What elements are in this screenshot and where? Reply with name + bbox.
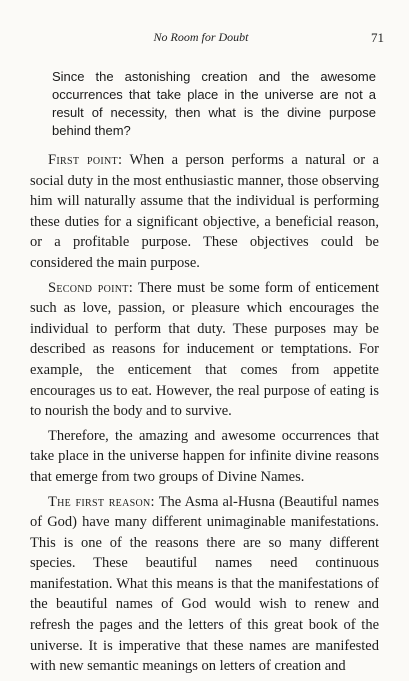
paragraph-therefore	[30, 426, 379, 488]
paragraph-text: The Asma al-Husna (Beautiful names of God) have many different unimaginable manifestations. This is one of the reasons there are so many different species. These beautiful names need continuous manifestation. What this means is that the manifestations of the beautiful names of God would wish to renew and refresh the pages and the letters of this great book of the universe. It is imperative that these names are manifested with new semantic meanings on letters of creation and	[30, 493, 379, 675]
paragraph-lead: Second point:	[48, 279, 134, 296]
paragraph-text: There must be some form of enticement such as love, passion, or pleasure which encourages the individual to perform that duty. These purposes may be described as reasons for inducement or temptations. For example, the enticement that comes from appetite encourages us to eat. However, the real purpose of eating is to nourish the body and to survive.	[30, 279, 379, 420]
paragraph-first-point	[30, 150, 379, 274]
paragraph-text: When a person performs a natural or a social duty in the most enthusiastic manner, those observing him will naturally assume that the individual is performing these duties for a significant objective, a beneficial reason, or a profitable purpose. These objectives could be considered the main purpose.	[30, 152, 379, 271]
paragraph-lead: First point:	[48, 152, 123, 168]
paragraph-second-point	[30, 278, 379, 422]
body-text	[30, 150, 379, 681]
paragraph-first-reason	[30, 492, 379, 677]
paragraph-lead: The first reason:	[48, 493, 155, 510]
question-box: Since the astonishing creation and the awesome occurrences that take place in the universe are not a result of necessity, then what is the divine purpose behind them?	[52, 69, 376, 138]
running-title: No Room for Doubt	[153, 30, 249, 44]
page-number: 71	[371, 30, 384, 45]
paragraph-text: Therefore, the amazing and awesome occurrences that take place in the universe happen for infinite divine reasons that emerge from two groups of Divine Names.	[30, 427, 379, 485]
